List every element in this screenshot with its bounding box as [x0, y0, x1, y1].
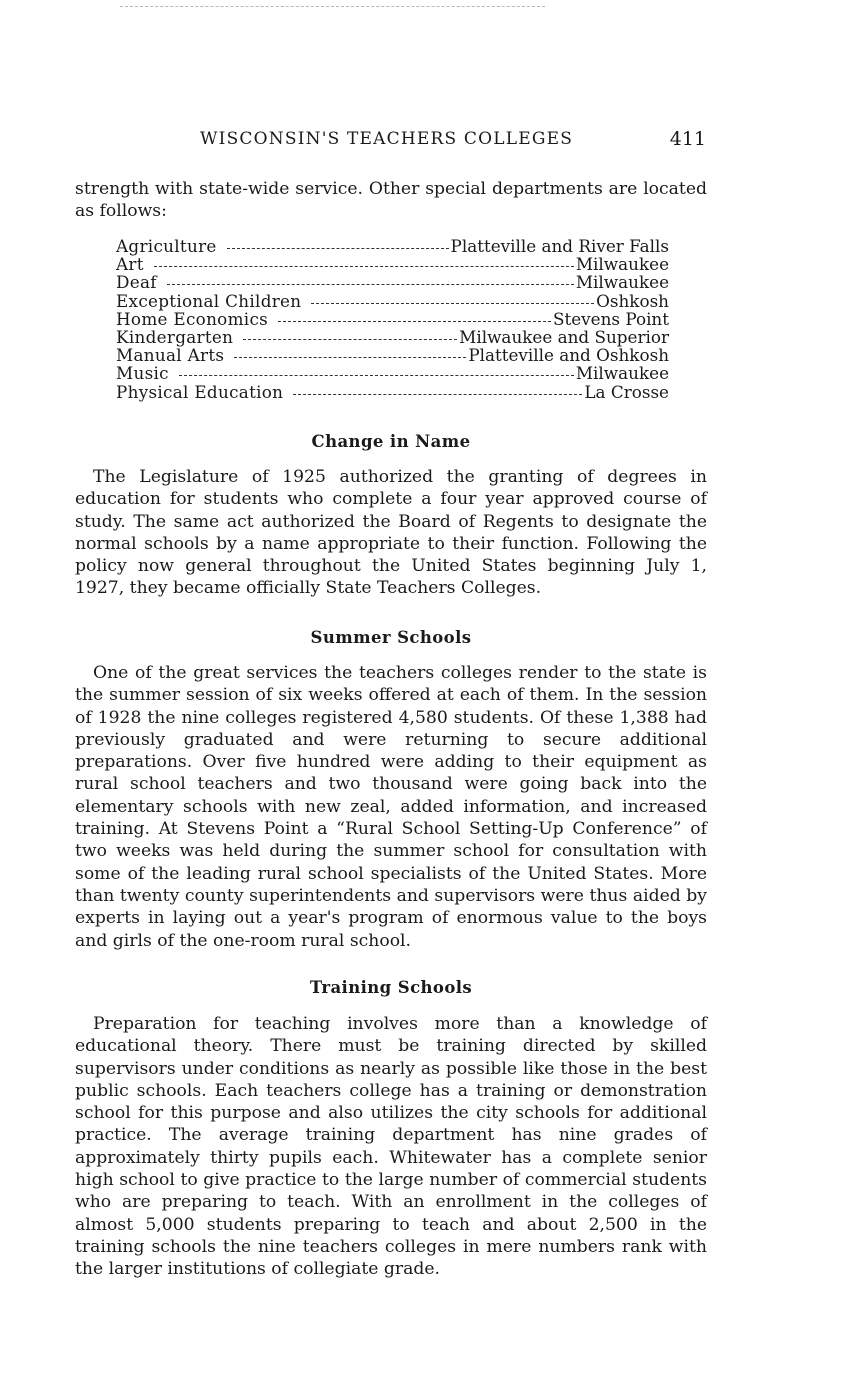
department-row: [116, 364, 669, 382]
department-location: Oshkosh: [596, 290, 669, 311]
section-heading-training-schools: Training Schools: [309, 978, 473, 997]
paragraph-summer-schools: One of the great services the teachers colleges render to the state is the summer session of six weeks offered at each of them. In the session of 1928 the nine colleges registered 4,580 students. Of these 1,388 had previously graduated and were returning to secure additional preparations. Over five hundred were adding to their equipment as rural school teachers and two thousand were going back into the elementary schools with new zeal, added information, and increased training. At Stevens Point a “Rural School Setting-Up Conference” of two weeks was held during the summer school for consultation with some of the leading rural school specialists of the United States. More than twenty county superintendents and supervisors were thus aided by experts in laying out a year's program of enormous value to the boys and girls of the one-room rural school.: [75, 663, 707, 951]
dot-leader: [167, 284, 574, 285]
department-location: Platteville and River Falls: [450, 236, 669, 256]
department-row: [116, 237, 669, 255]
dot-leader: [234, 357, 466, 358]
department-name: Manual Arts: [116, 345, 225, 366]
dot-leader: [311, 303, 594, 304]
dot-leader: [278, 321, 551, 322]
department-name: Agriculture: [116, 236, 217, 256]
department-name: Physical Education: [116, 381, 284, 402]
paragraph-training-schools: Preparation for teaching involves more than a knowledge of educational theory. There must be training directed by skilled supervisors under conditions as nearly as possible like those in the best public schools. Each teachers college has a training or demonstration school for this purpose and also utilizes the city schools for additional practice. The average training department has nine grades of approximately thirty pupils each. Whitewater has a complete senior high school to give practice to the large number of commercial students who are preparing to teach. With an enrollment in the colleges of almost 5,000 students preparing to teach and about 2,500 in the training schools the nine teachers colleges in mere numbers rank with the larger institutions of collegiate grade.: [75, 1014, 707, 1280]
department-row: [116, 310, 669, 328]
department-row: [116, 292, 669, 310]
section-heading-change-in-name: Change in Name: [311, 432, 471, 451]
department-location: Stevens Point: [553, 308, 669, 329]
department-name: Art: [116, 254, 144, 275]
department-row: [116, 383, 669, 401]
scan-artifact-line: [120, 6, 545, 7]
dot-leader: [243, 339, 457, 340]
department-row: [116, 255, 669, 273]
department-name: Deaf: [116, 272, 157, 293]
department-row: [116, 328, 669, 346]
dot-leader: [293, 394, 582, 395]
department-name: Kindergarten: [116, 327, 234, 348]
department-location: Milwaukee: [575, 272, 669, 293]
page-number: 411: [669, 128, 706, 150]
running-header: [200, 129, 710, 153]
department-list: [116, 237, 669, 401]
department-row: [116, 346, 669, 364]
department-location: Platteville and Oshkosh: [468, 345, 669, 366]
department-name: Music: [116, 363, 169, 384]
department-row: [116, 273, 669, 291]
dot-leader: [179, 375, 574, 376]
running-title: WISCONSIN'S TEACHERS COLLEGES: [200, 129, 574, 149]
department-location: Milwaukee: [575, 363, 669, 384]
opening-paragraph: strength with state-wide service. Other special departments are located as follows:: [75, 179, 707, 222]
dot-leader: [227, 248, 449, 249]
department-name: Home Economics: [116, 308, 269, 329]
department-location: Milwaukee and Superior: [459, 327, 669, 348]
section-heading-summer-schools: Summer Schools: [310, 628, 472, 647]
dot-leader: [154, 266, 574, 267]
paragraph-change-in-name: The Legislature of 1925 authorized the granting of degrees in education for students who complete a four year approved course of study. The same act authorized the Board of Regents to designate the normal schools by a name appropriate to their function. Following the policy now general throughout the United States beginning July 1, 1927, they became officially State Teachers Colleges.: [75, 467, 707, 599]
department-name: Exceptional Children: [116, 290, 302, 311]
department-location: La Crosse: [584, 381, 669, 402]
department-location: Milwaukee: [575, 254, 669, 275]
